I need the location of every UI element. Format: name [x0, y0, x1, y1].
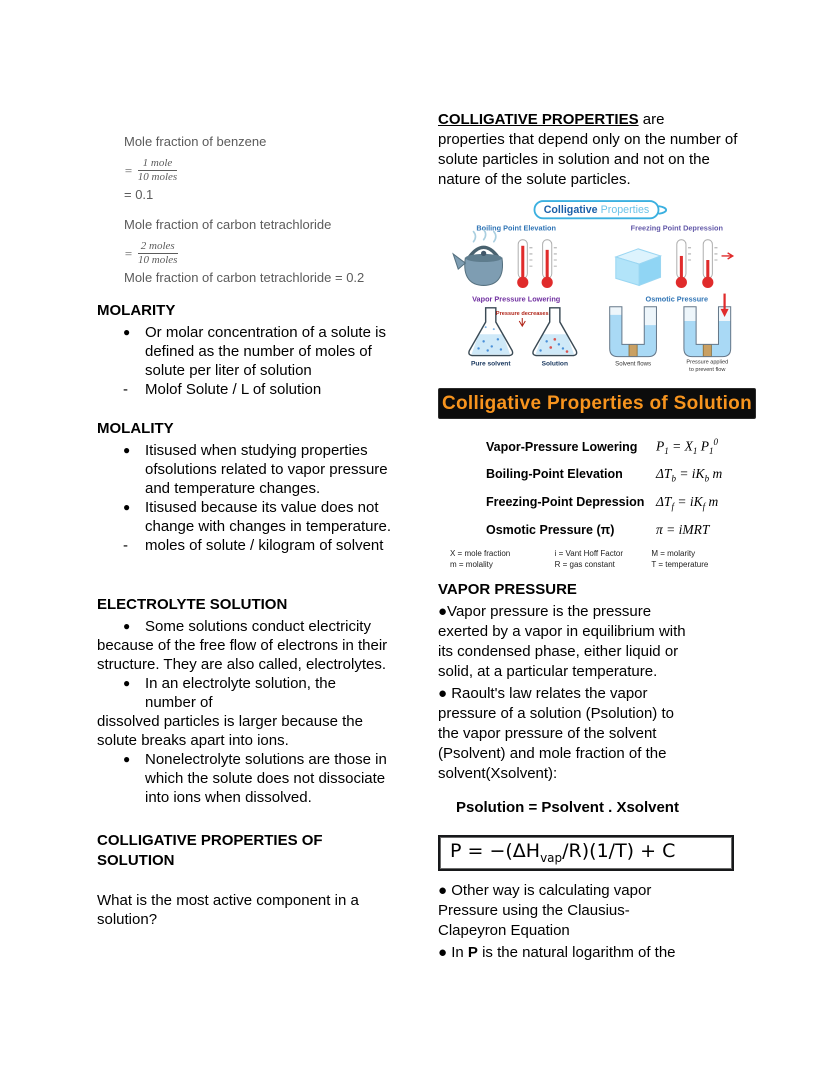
molality-bullet-2-text: Itisused because its value does not change with changes in temperature.: [145, 499, 391, 535]
raoults-law-paragraph: ● Raoult's law relates the vapor pressure of a solution (Psolution) to the vapor pressure of the solvent (Psolvent) and mole fraction of the solvent(Xsolvent):: [438, 684, 674, 782]
legend-column: i = Vant Hoff Factor R = gas constant: [554, 548, 624, 569]
bullet-icon: ●: [123, 752, 131, 766]
vapor-pressure-heading: VAPOR PRESSURE: [438, 580, 577, 598]
colligative-definition-intro: COLLIGATIVE PROPERTIES are: [438, 111, 665, 128]
colligative-formula-table: [438, 419, 756, 570]
molality-dash-text: moles of solute / kilogram of solvent: [145, 537, 384, 554]
figure-title-bubble: [534, 201, 666, 218]
formula-name: Boiling-Point Elevation: [486, 467, 623, 482]
vapor-pressure-label: Vapor Pressure Lowering: [471, 294, 560, 304]
table-row: [486, 437, 756, 456]
solvent-flows-label: Solvent flows: [614, 360, 651, 368]
thermometer-icon: [675, 240, 690, 288]
banner-title: Colligative Properties of Solution: [441, 392, 752, 414]
thermometer-icon: [517, 240, 532, 288]
pressure-applied-label-1: Pressure applied: [685, 359, 728, 366]
electrolyte-bullet-3: ● Nonelectrolyte solutions are those in which the solute does not dissociate into ions when dissolved.: [123, 751, 387, 806]
table-row: [486, 494, 756, 512]
electrolyte-bullet-1-rest: because of the free flow of electrons in their structure. They are also called, electrolytes.: [97, 637, 388, 673]
table-row: [486, 466, 756, 484]
molality-dash-item: [123, 536, 399, 555]
ccl4-mole-fraction-label: Mole fraction of carbon tetrachloride: [124, 217, 332, 232]
osmosis-utube-icon: [609, 307, 656, 357]
formula-legend: [450, 548, 756, 570]
fraction-numerator: 1 mole: [138, 157, 177, 171]
svg-text:ColligativeProperties: Colligative Properties: [543, 204, 649, 217]
bullet-icon: ●: [123, 325, 131, 339]
kettle-icon: [453, 230, 502, 286]
bullet-icon: ●: [123, 619, 131, 633]
bullet-icon: ●: [123, 443, 131, 457]
formula-value: $\Delta T_b = iK_b$ m: [656, 466, 723, 484]
freezing-point-label: Freezing Point Depression: [630, 223, 723, 233]
ccl4-fraction: [124, 240, 399, 267]
electrolyte-bullet-2-rest: dissolved particles is larger because the solute breaks apart into ions.: [97, 713, 363, 749]
molarity-bullet: [123, 323, 399, 380]
electrolyte-heading: ELECTROLYTE SOLUTION: [97, 596, 288, 613]
dash-icon: -: [123, 537, 128, 554]
colligative-properties-heading: COLLIGATIVE PROPERTIES OF SOLUTION: [97, 832, 323, 869]
benzene-result: = 0.1: [124, 187, 154, 202]
benzene-mole-fraction-label: Mole fraction of benzene: [124, 134, 267, 149]
fraction: [138, 240, 178, 267]
active-component-question: What is the most active component in a solution?: [97, 892, 359, 928]
electrolyte-bullet-2-cont: number of: [145, 694, 213, 711]
colligative-term: COLLIGATIVE PROPERTIES: [438, 111, 639, 128]
molality-heading: MOLALITY: [97, 420, 174, 437]
osmotic-pressure-label: Osmotic Pressure: [645, 294, 708, 304]
dash-icon: -: [123, 381, 128, 398]
formula-value: $\Delta T_f = iK_f$ m: [656, 493, 719, 512]
pure-solvent-label: Pure solvent: [470, 360, 511, 368]
electrolyte-bullet-2-lead: ● In an electrolyte solution, the: [123, 675, 336, 692]
fraction-denominator: 10 moles: [138, 254, 178, 266]
colligative-definition-body: properties that depend only on the number of solute particles in solution and not on the nature of the solute particles.: [438, 131, 738, 188]
formula-name: Freezing-Point Depression: [486, 494, 645, 509]
colligative-properties-figure: [445, 199, 750, 380]
ln-p-note: ● In P is the natural logarithm of the: [438, 944, 676, 962]
formula-value: $P_1 = X_1$ $P_1^0$: [656, 437, 718, 457]
boiling-point-label: Boiling Point Elevation: [475, 223, 556, 233]
equals-sign: =: [124, 162, 133, 178]
mole-fraction-calculations: [124, 133, 399, 286]
molality-bullet-2: [123, 498, 399, 536]
pressure-decreases-label: Pressure decreases: [495, 310, 549, 317]
left-column: [97, 133, 399, 929]
clausius-clapeyron-boxed-equation: [438, 835, 734, 872]
table-row: [486, 522, 756, 538]
molality-bullet-1: [123, 441, 399, 498]
formula-value: π = iMRT: [656, 521, 710, 537]
vapor-pressure-def: ●Vapor pressure is the pressure exerted by a vapor in equilibrium with its condensed phase, either liquid or solid, at a particular temperature.: [438, 602, 686, 680]
benzene-fraction: [124, 157, 399, 184]
ccl4-result: Mole fraction of carbon tetrachloride = 0.2: [124, 270, 365, 285]
right-column: [438, 110, 756, 963]
solution-label: Solution: [541, 360, 568, 368]
equals-sign: =: [124, 245, 133, 261]
fraction-denominator: 10 moles: [137, 171, 178, 183]
legend-column: M = molarity T = temperature: [651, 548, 709, 569]
formula-name: Osmotic Pressure (π): [486, 522, 615, 537]
fraction-numerator: 2 moles: [138, 240, 178, 254]
molarity-dash-text: Molof Solute / L of solution: [145, 381, 322, 398]
boxed-equation-text: $P = -(\Delta H_{vap}/R)(1/T) + C$: [450, 839, 676, 865]
bullet-icon: ●: [123, 676, 131, 690]
legend-column: X = mole fraction m = molality: [450, 548, 511, 569]
arrow-icon: [721, 253, 732, 259]
thermometer-icon: [702, 240, 717, 288]
colligative-banner: [438, 388, 756, 419]
ice-cube-icon: [615, 249, 660, 286]
fraction: [138, 157, 177, 184]
molarity-heading: MOLARITY: [97, 302, 176, 319]
electrolyte-bullet-1-lead: ● Some solutions conduct electricity: [123, 618, 371, 635]
thermometer-icon: [541, 240, 556, 288]
molality-bullet-1-text: Itisused when studying properties ofsolutions related to vapor pressure and temperature changes.: [145, 442, 388, 497]
molarity-bullet-text: Or molar concentration of a solute is defined as the number of moles of solute per liter of solution: [145, 324, 386, 379]
raoults-law-equation: Psolution = Psolvent . Xsolvent: [456, 798, 679, 816]
clausius-clapeyron-note: ● Other way is calculating vapor Pressure using the Clausius-Clapeyron Equation: [438, 882, 652, 940]
pressure-applied-label-2: to prevent flow: [688, 366, 725, 373]
molarity-dash-item: [123, 380, 399, 399]
bullet-icon: ●: [123, 500, 131, 514]
arrow-down-icon: [519, 318, 525, 326]
formula-name: Vapor-Pressure Lowering: [486, 439, 638, 454]
